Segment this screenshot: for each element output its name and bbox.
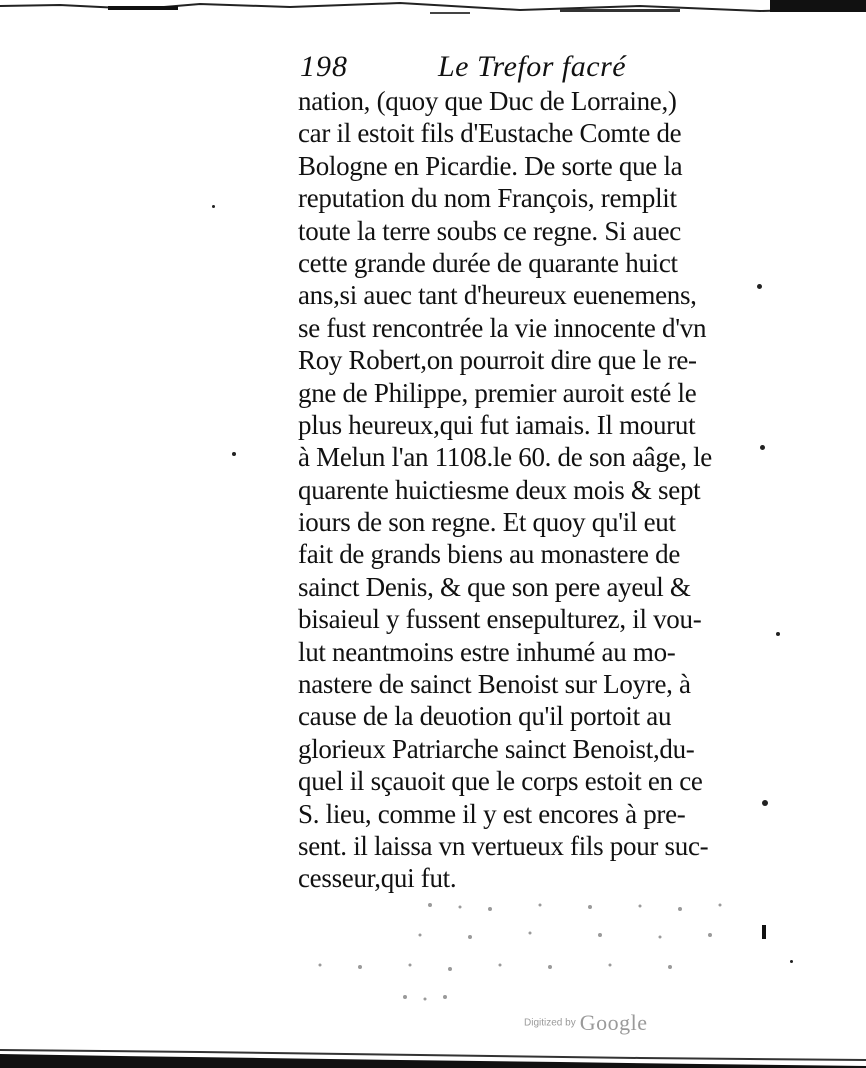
ink-speck (790, 960, 793, 963)
text-line: se fust rencontrée la vie innocente d'vn (298, 312, 707, 343)
text-line: nastere de sainct Benoist sur Loyre, à (298, 669, 691, 700)
ink-speck (212, 205, 215, 208)
page-number: 198 (300, 50, 348, 83)
text-line: nation, (quoy que Duc de Lorraine,) (298, 86, 677, 116)
text-line: bisaieul y fussent ensepulturez, il vou- (298, 604, 702, 635)
watermark-prefix: Digitized by (524, 1017, 576, 1029)
ink-speck (232, 452, 236, 456)
text-line: à Melun l'an 1108.le 60. de son aâge, le (298, 442, 712, 473)
ink-speck (760, 445, 765, 450)
text-line: cause de la deuotion qu'il portoit au (298, 701, 672, 732)
scan-edge-bottom (0, 1040, 866, 1068)
text-line: gne de Philippe, premier auroit esté le (298, 377, 697, 408)
scan-edge-top (0, 0, 866, 22)
text-line: sent. il laissa vn vertueux fils pour suc- (298, 830, 709, 861)
text-line: ans,si auec tant d'heureux euenemens, (298, 280, 697, 311)
text-line: car il estoit fils d'Eustache Comte de (298, 118, 682, 149)
text-line: glorieux Patriarche sainct Benoist,du- (298, 733, 695, 764)
text-line: cesseur,qui fut. (298, 863, 457, 894)
text-line: quarente huictiesme deux mois & sept (298, 474, 701, 505)
ink-speck (762, 800, 768, 806)
text-line: cette grande durée de quarante huict (298, 247, 678, 278)
ink-speck (776, 632, 780, 636)
bleed-through-marks (300, 885, 780, 1015)
text-line: quel il sçauoit que le corps estoit en ce (298, 766, 703, 797)
text-line: reputation du nom François, remplit (298, 183, 677, 214)
text-line: plus heureux,qui fut iamais. Il mourut (298, 409, 696, 440)
digitized-watermark (524, 1010, 647, 1040)
ink-speck (757, 284, 762, 289)
text-line: Roy Robert,on pourroit dire que le re- (298, 345, 697, 376)
text-line: iours de son regne. Et quoy qu'il eut (298, 507, 676, 538)
page-header (300, 50, 720, 90)
text-line: fait de grands biens au monastere de (298, 539, 681, 570)
text-line: toute la terre soubs ce regne. Si auec (298, 215, 681, 246)
text-line: lut neantmoins estre inhumé au mo- (298, 636, 676, 667)
running-head: Le Trefor facré (438, 50, 627, 83)
text-line: S. lieu, comme il y est encores à pre- (298, 798, 686, 829)
google-logo: Google (579, 1010, 648, 1035)
text-line: Bologne en Picardie. De sorte que la (298, 150, 683, 181)
body-text (298, 85, 768, 895)
text-line: sainct Denis, & que son pere ayeul & (298, 571, 691, 602)
